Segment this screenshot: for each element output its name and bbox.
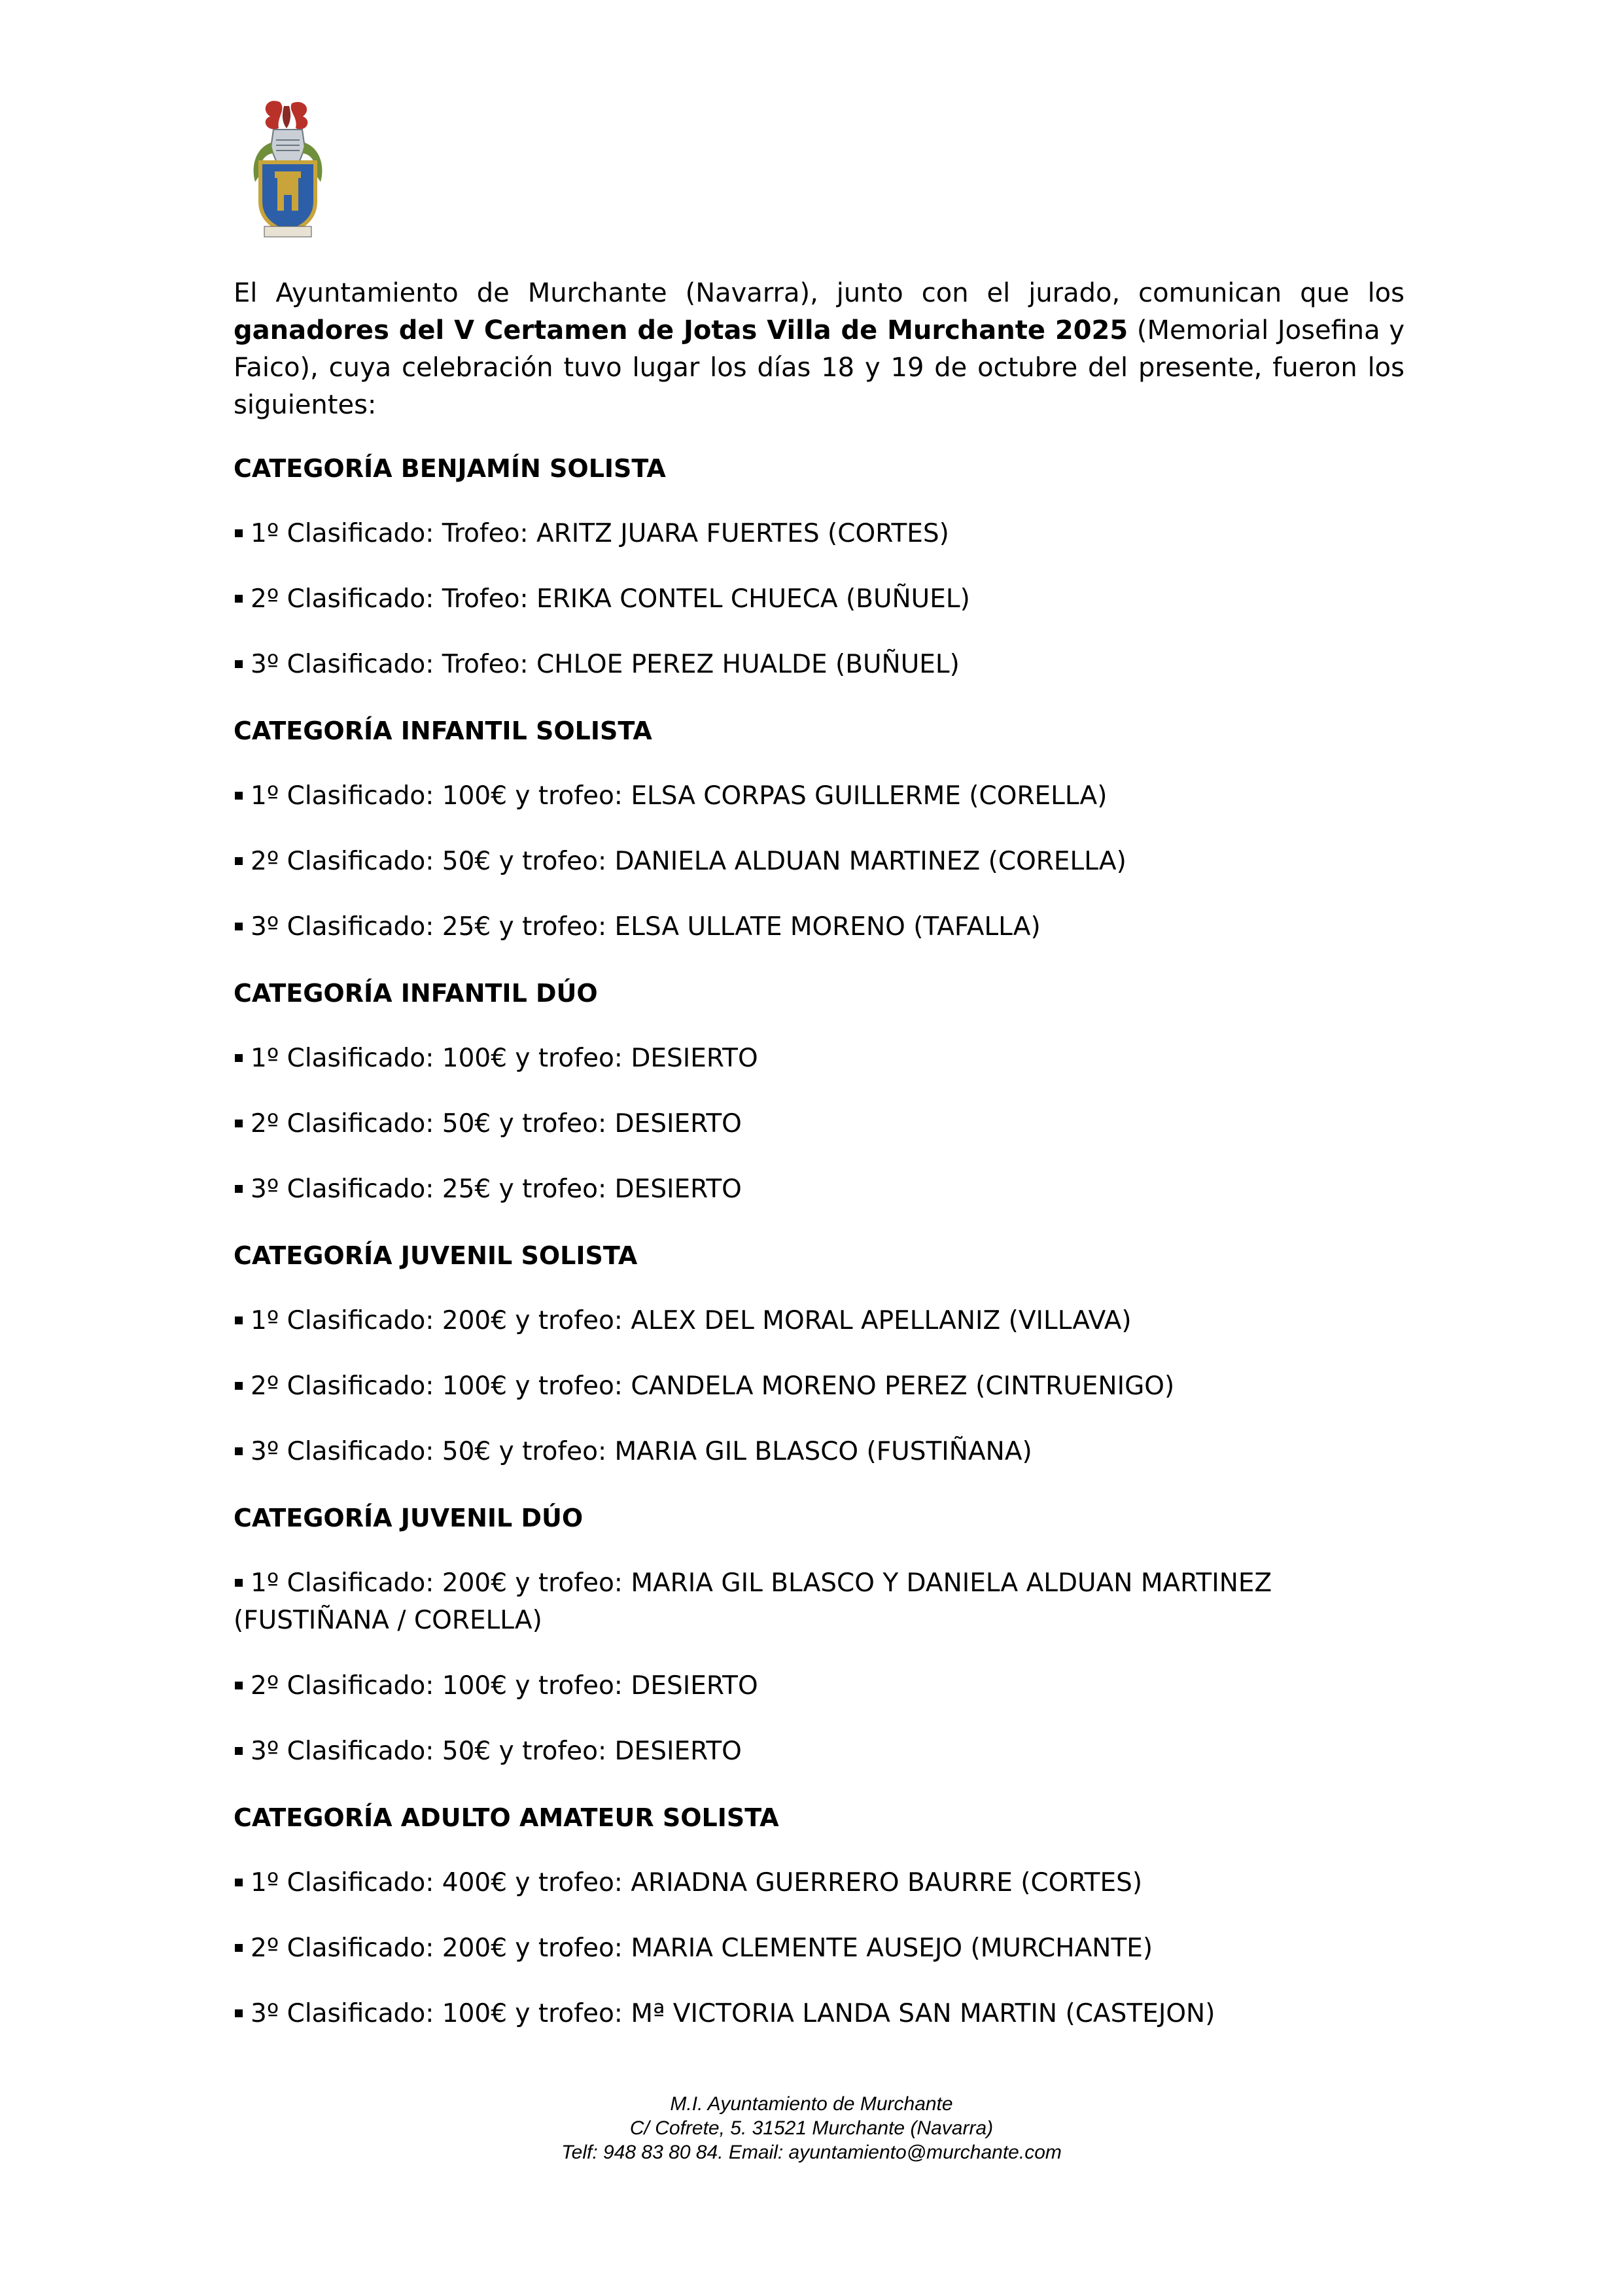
- list-item: [234, 1733, 1405, 1770]
- bullet-icon: [235, 1579, 243, 1587]
- list-item-text: 1º Clasificado: 100€ y trofeo: DESIERTO: [251, 1044, 758, 1073]
- bullet-icon: [235, 1120, 243, 1127]
- list-item-text: 3º Clasificado: 50€ y trofeo: MARIA GIL BLASCO (FUSTIÑANA): [251, 1437, 1032, 1466]
- list-item-text: 3º Clasificado: Trofeo: CHLOE PEREZ HUALDE (BUÑUEL): [251, 650, 960, 679]
- list-item: [234, 1302, 1405, 1339]
- list-item-text: 2º Clasificado: 50€ y trofeo: DESIERTO: [251, 1109, 742, 1139]
- category-title: CATEGORÍA BENJAMÍN SOLISTA: [234, 454, 666, 483]
- footer-org-name: M.I. Ayuntamiento de Murchante: [670, 2093, 953, 2115]
- bullet-icon: [235, 1185, 243, 1193]
- bullet-icon: [235, 1879, 243, 1886]
- list-item-text: 1º Clasificado: Trofeo: ARITZ JUARA FUERTES (CORTES): [251, 519, 949, 548]
- bullet-icon: [235, 1054, 243, 1062]
- category-infantil-solista: [234, 711, 1405, 945]
- list-item-text: 2º Clasificado: 100€ y trofeo: CANDELA MORENO PEREZ (CINTRUENIGO): [251, 1371, 1175, 1401]
- murchante-coat-of-arms-icon: [241, 97, 338, 241]
- list-item: [234, 777, 1405, 815]
- bullet-icon: [235, 792, 243, 800]
- list-item: [234, 1171, 1405, 1208]
- list-item-text: 2º Clasificado: Trofeo: ERIKA CONTEL CHUECA (BUÑUEL): [251, 584, 970, 614]
- list-item: [234, 908, 1405, 945]
- list-item-text: 2º Clasificado: 50€ y trofeo: DANIELA ALDUAN MARTINEZ (CORELLA): [251, 847, 1126, 876]
- bullet-icon: [235, 1447, 243, 1455]
- document-body: [234, 275, 1405, 2060]
- category-juvenil-duo: [234, 1498, 1405, 1770]
- bullet-icon: [235, 1944, 243, 1952]
- list-item: [234, 1564, 1405, 1639]
- list-item: [234, 1995, 1405, 2032]
- list-item: [234, 843, 1405, 880]
- list-item: [234, 580, 1405, 618]
- bullet-icon: [235, 1682, 243, 1689]
- list-item: [234, 1433, 1405, 1470]
- category-title: CATEGORÍA INFANTIL SOLISTA: [234, 716, 652, 745]
- list-item: [234, 646, 1405, 683]
- footer-contact: Telf: 948 83 80 84. Email: ayuntamiento@murchante.com: [561, 2142, 1062, 2163]
- intro-paragraph: [234, 275, 1405, 424]
- page-footer: [0, 2092, 1623, 2164]
- category-title: CATEGORÍA ADULTO AMATEUR SOLISTA: [234, 1803, 779, 1832]
- bullet-icon: [235, 923, 243, 930]
- category-benjamin-solista: [234, 449, 1405, 683]
- list-item: [234, 1864, 1405, 1901]
- list-item: [234, 1667, 1405, 1704]
- list-item: [234, 1368, 1405, 1405]
- intro-text-1: El Ayuntamiento de Murchante (Navarra), junto con el jurado, comunican que los: [234, 278, 1405, 308]
- list-item-text: 3º Clasificado: 50€ y trofeo: DESIERTO: [251, 1737, 742, 1766]
- list-item-text: 3º Clasificado: 25€ y trofeo: DESIERTO: [251, 1174, 742, 1204]
- list-item: [234, 1105, 1405, 1142]
- list-item: [234, 1040, 1405, 1077]
- bullet-icon: [235, 660, 243, 668]
- footer-address: C/ Cofrete, 5. 31521 Murchante (Navarra): [629, 2117, 994, 2139]
- list-item-text: 1º Clasificado: 100€ y trofeo: ELSA CORPAS GUILLERME (CORELLA): [251, 781, 1108, 811]
- intro-text-2: (Memorial Josefina y Faico), cuya celebración tuvo lugar los días 18 y 19 de octubre del presente, fueron los siguientes:: [234, 315, 1405, 420]
- bullet-icon: [235, 1747, 243, 1755]
- category-infantil-duo: [234, 974, 1405, 1208]
- intro-bold-text: ganadores del V Certamen de Jotas Villa de Murchante 2025: [234, 315, 1128, 345]
- bullet-icon: [235, 1316, 243, 1324]
- category-title: CATEGORÍA INFANTIL DÚO: [234, 979, 598, 1008]
- list-item-text: 3º Clasificado: 100€ y trofeo: Mª VICTORIA LANDA SAN MARTIN (CASTEJON): [251, 1999, 1215, 2028]
- category-title: CATEGORÍA JUVENIL SOLISTA: [234, 1241, 638, 1270]
- list-item-text: 3º Clasificado: 25€ y trofeo: ELSA ULLATE MORENO (TAFALLA): [251, 912, 1041, 942]
- category-title: CATEGORÍA JUVENIL DÚO: [234, 1504, 584, 1532]
- bullet-icon: [235, 595, 243, 603]
- list-item: [234, 515, 1405, 552]
- bullet-icon: [235, 2009, 243, 2017]
- category-juvenil-solista: [234, 1236, 1405, 1470]
- bullet-icon: [235, 529, 243, 537]
- bullet-icon: [235, 1382, 243, 1390]
- list-item: [234, 1930, 1405, 1967]
- bullet-icon: [235, 857, 243, 865]
- list-item-text: 1º Clasificado: 200€ y trofeo: ALEX DEL MORAL APELLANIZ (VILLAVA): [251, 1306, 1132, 1335]
- list-item-text: 1º Clasificado: 200€ y trofeo: MARIA GIL BLASCO Y DANIELA ALDUAN MARTINEZ (FUSTIÑANA / CORELLA): [234, 1568, 1272, 1635]
- list-item-text: 2º Clasificado: 100€ y trofeo: DESIERTO: [251, 1671, 758, 1701]
- list-item-text: 2º Clasificado: 200€ y trofeo: MARIA CLEMENTE AUSEJO (MURCHANTE): [251, 1934, 1153, 1963]
- category-adulto-amateur-solista: [234, 1798, 1405, 2032]
- list-item-text: 1º Clasificado: 400€ y trofeo: ARIADNA GUERRERO BAURRE (CORTES): [251, 1868, 1143, 1898]
